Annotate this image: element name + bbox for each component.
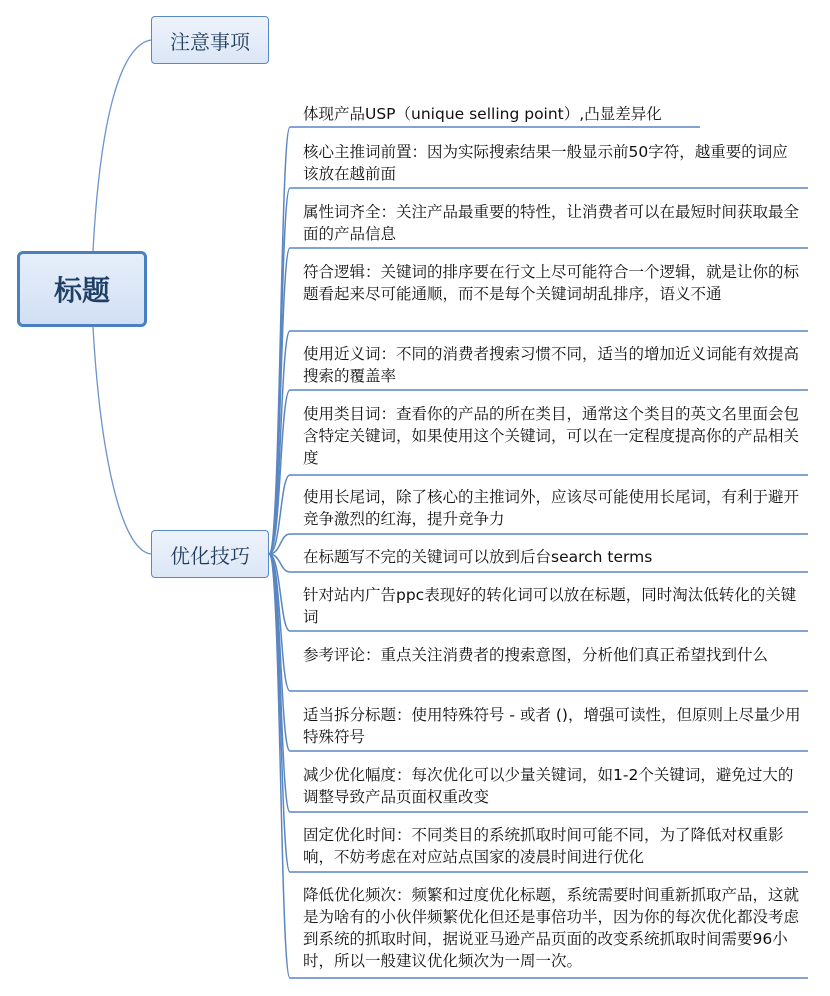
tip-item-synonyms[interactable]: 使用近义词：不同的消费者搜索习惯不同，适当的增加近义词能有效提高搜索的覆盖率 (303, 345, 800, 385)
tip-item-attributes[interactable]: 属性词齐全：关注产品最重要的特性，让消费者可以在最短时间获取最全面的产品信息 (303, 203, 800, 243)
tip-item-reviews[interactable]: 参考评论：重点关注消费者的搜索意图，分析他们真正希望找到什么 (303, 646, 769, 664)
connector-root-notes (93, 40, 151, 251)
tip-item-frequency[interactable]: 降低优化频次：频繁和过度优化标题，系统需要时间重新抓取产品，这就是为啥有的小伙伴频繁优化但还是事倍功半，因为你的每次优化都没考虑到系统的抓取时间，据说亚马逊产品页面的改变系统抓取时间需要96小时，所以一般建议优化频次为一周一次。 (303, 886, 800, 970)
tip-item-split-title[interactable]: 适当拆分标题：使用特殊符号 - 或者 ()，增强可读性，但原则上尽量少用特殊符号 (303, 706, 801, 746)
tip-item-core-keyword[interactable]: 核心主推词前置：因为实际搜索结果一般显示前50字符，越重要的词应该放在越前面 (303, 143, 788, 183)
branch-node-notes[interactable] (151, 16, 269, 64)
tip-item-usp[interactable]: 体现产品USP（unique selling point）,凸显差异化 (303, 105, 662, 123)
tip-item-fixed-time[interactable]: 固定优化时间：不同类目的系统抓取时间可能不同，为了降低对权重影响，不妨考虑在对应站点国家的凌晨时间进行优化 (303, 826, 784, 866)
branch-node-tips[interactable] (151, 530, 269, 578)
tip-item-logic[interactable]: 符合逻辑：关键词的排序要在行文上尽可能符合一个逻辑，就是让你的标题看起来尽可能通顺，而不是每个关键词胡乱排序，语义不通 (303, 263, 800, 303)
tip-item-category[interactable]: 使用类目词：查看你的产品的所在类目，通常这个类目的英文名里面会包含特定关键词，如果使用这个关键词，可以在一定程度提高你的产品相关度 (303, 405, 800, 467)
tip-item-search-terms[interactable]: 在标题写不完的关键词可以放到后台search terms (303, 548, 653, 566)
branch-node-label: 注意事项 (170, 29, 250, 54)
connector-root-tips (93, 327, 151, 554)
tip-item-ppc[interactable]: 针对站内广告ppc表现好的转化词可以放在标题，同时淘汰低转化的关键词 (303, 586, 797, 626)
tip-item-long-tail[interactable]: 使用长尾词，除了核心的主推词外，应该尽可能使用长尾词，有利于避开竞争激烈的红海，提升竞争力 (303, 488, 800, 528)
tip-item-small-change[interactable]: 减少优化幅度：每次优化可以少量关键词，如1-2个关键词，避免过大的调整导致产品页面权重改变 (303, 766, 794, 806)
root-node-label: 标题 (53, 274, 110, 307)
branch-node-label: 优化技巧 (170, 543, 250, 568)
root-node-title[interactable] (17, 251, 147, 327)
